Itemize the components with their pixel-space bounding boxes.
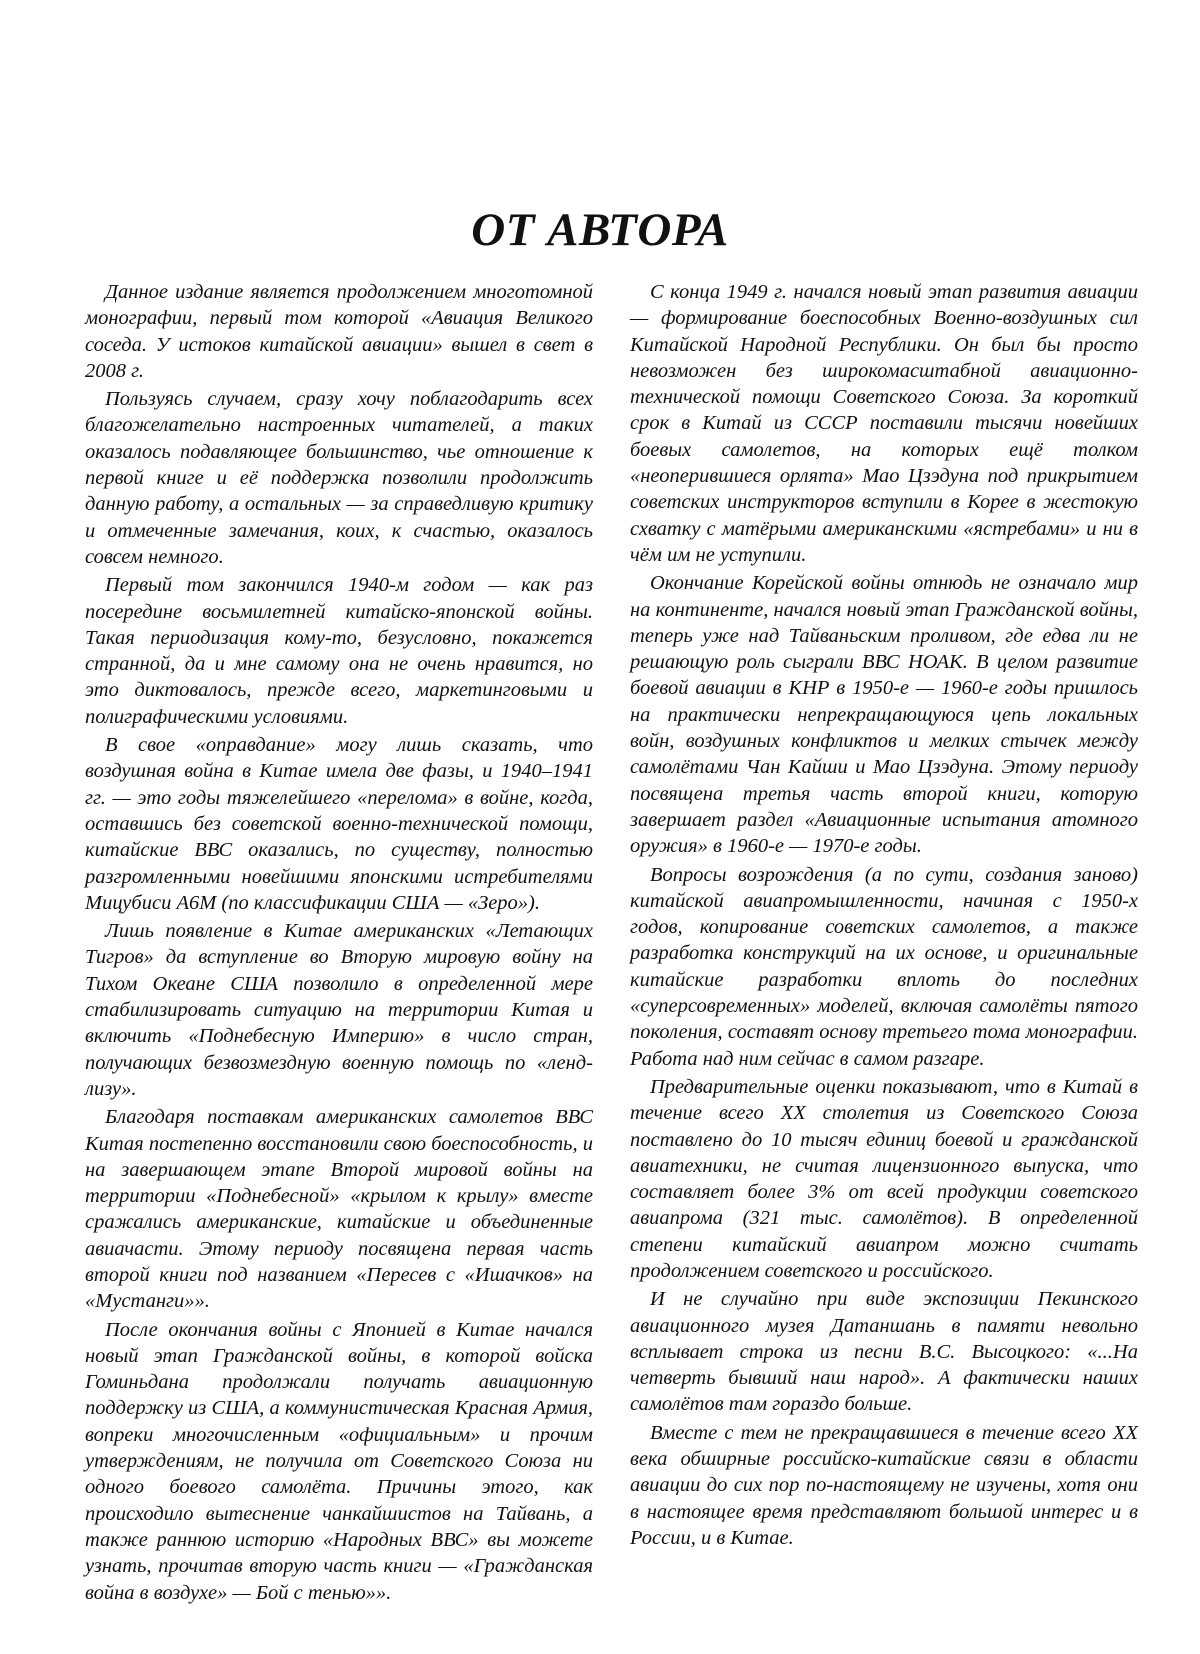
paragraph: И не случайно при виде экспозиции Пекинского авиационного музея Датаншань в памяти невольно всплывает строка из песни В.С. Высоцкого: «...На четверть бывший наш народ». А фактически наших самолётов там гораздо больше.	[630, 1288, 1138, 1416]
paragraph: Вместе с тем не прекращавшиеся в течение всего ХХ века обширные российско-китайские связи в области авиации до сих пор по-настоящему не изучены, хотя они в настоящее время представляют большой интерес и в России, и в Китае.	[630, 1421, 1138, 1549]
paragraph: С конца 1949 г. начался новый этап развития авиации — формирование боеспособных Военно-воздушных сил Китайской Народной Республики. Он был бы просто невозможен без широкомасштабной авиационно-технической помощи Советского Союза. За короткий срок в Китай из СССР поставили тысячи новейших боевых самолетов, на которых ещё толком «неоперившиеся орлята» Мао Цзэдуна под прикрытием советских инструкторов вступили в Корее в жестокую схватку с матёрыми американскими «ястребами» и ни в чём им не уступили.	[630, 281, 1138, 566]
paragraph: Окончание Корейской войны отнюдь не означало мир на континенте, начался новый этап Гражданской войны, теперь уже над Тайваньским проливом, где едва ли не решающую роль сыграли ВВС НОАК. В целом развитие боевой авиации в КНР в 1950-е — 1960-е годы пришлось на практически непрекращающуюся цепь локальных войн, воздушных конфликтов и мелких стычек между самолётами Чан Кайши и Мао Цзэдуна. Этому периоду посвящена третья часть второй книги, которую завершает раздел «Авиационные испытания атомного оружия» в 1960-е — 1970-е годы.	[630, 572, 1138, 858]
paragraph: Предварительные оценки показывают, что в Китай в течение всего ХХ столетия из Советского Союза поставлено до 10 тысяч единиц боевой и гражданской авиатехники, не считая лицензионного выпуска, что составляет более 3% от всей продукции советского авиапрома (321 тыс. самолётов). В определенной степени китайский авиапром можно считать продолжением советского и российского.	[630, 1075, 1138, 1282]
paragraph: Данное издание является продолжением многотомной монографии, первый том которой «Авиация Великого соседа. У истоков китайской авиации» вышел в свет в 2008 г.	[85, 281, 593, 382]
page-title: ОТ АВТОРА	[471, 204, 729, 256]
paragraph: Вопросы возрождения (а по сути, создания заново) китайской авиапромышленности, начиная с 1950-х годов, копирование советских самолетов, а также разработка конструкций на их основе, и оригинальные китайские разработки вплоть до последних «суперсовременных» моделей, включая самолёты пятого поколения, составят основу третьего тома монографии. Работа над ним сейчас в самом разгаре.	[630, 863, 1138, 1070]
paragraph: Первый том закончился 1940-м годом — как раз посередине восьмилетней китайско-японской войны. Такая периодизация кому-то, безусловно, покажется странной, да и мне самому она не очень нравится, но это диктовалось, прежде всего, маркетинговыми и полиграфическими условиями.	[85, 574, 593, 728]
paragraph: Лишь появление в Китае американских «Летающих Тигров» да вступление во Вторую мировую войну на Тихом Океане США позволило в определенной мере стабилизировать ситуацию на территории Китая и включить «Поднебесную Империю» в число стран, получающих безвозмездную военную помощь по «ленд-лизу».	[85, 920, 593, 1100]
paragraph: Пользуясь случаем, сразу хочу поблагодарить всех благожелательно настроенных читателей, а таких оказалось подавляющее большинство, чье отношение к первой книге и её поддержка позволили продолжить данную работу, а остальных — за справедливую критику и отмеченные замечания, коих, к счастью, оказалось совсем немного.	[85, 388, 593, 568]
left-column	[85, 279, 593, 1608]
paragraph: Благодаря поставкам американских самолетов ВВС Китая постепенно восстановили свою боеспособность, и на завершающем этапе Второй мировой войны на территории «Поднебесной» «крылом к крылу» вместе сражались американские, китайские и объединенные авиачасти. Этому периоду посвящена первая часть второй книги под названием «Пересев с «Ишачков» на «Мустанги»».	[85, 1106, 593, 1313]
right-column	[630, 279, 1138, 1553]
paragraph: После окончания войны с Японией в Китае начался новый этап Гражданской войны, в которой войска Гоминьдана продолжали получать авиационную поддержку из США, а коммунистическая Красная Армия, вопреки многочисленным «официальным» и прочим утверждениям, не получила от Советского Союза ни одного боевого самолёта. Причины этого, как происходило вытеснение чанкайшистов на Тайвань, а также раннюю историю «Народных ВВС» вы можете узнать, прочитав вторую часть книги — «Гражданская война в воздухе» — Бой с тенью»».	[85, 1318, 593, 1604]
paragraph: В свое «оправдание» могу лишь сказать, что воздушная война в Китае имела две фазы, и 1940–1941 гг. — это годы тяжелейшего «перелома» в войне, когда, оставшись без советской военно-технической помощи, китайские ВВС оказались, по существу, полностью разгромленными новейшими японскими истребителями Мицубиси А6М (по классификации США — «Зеро»).	[85, 734, 593, 914]
